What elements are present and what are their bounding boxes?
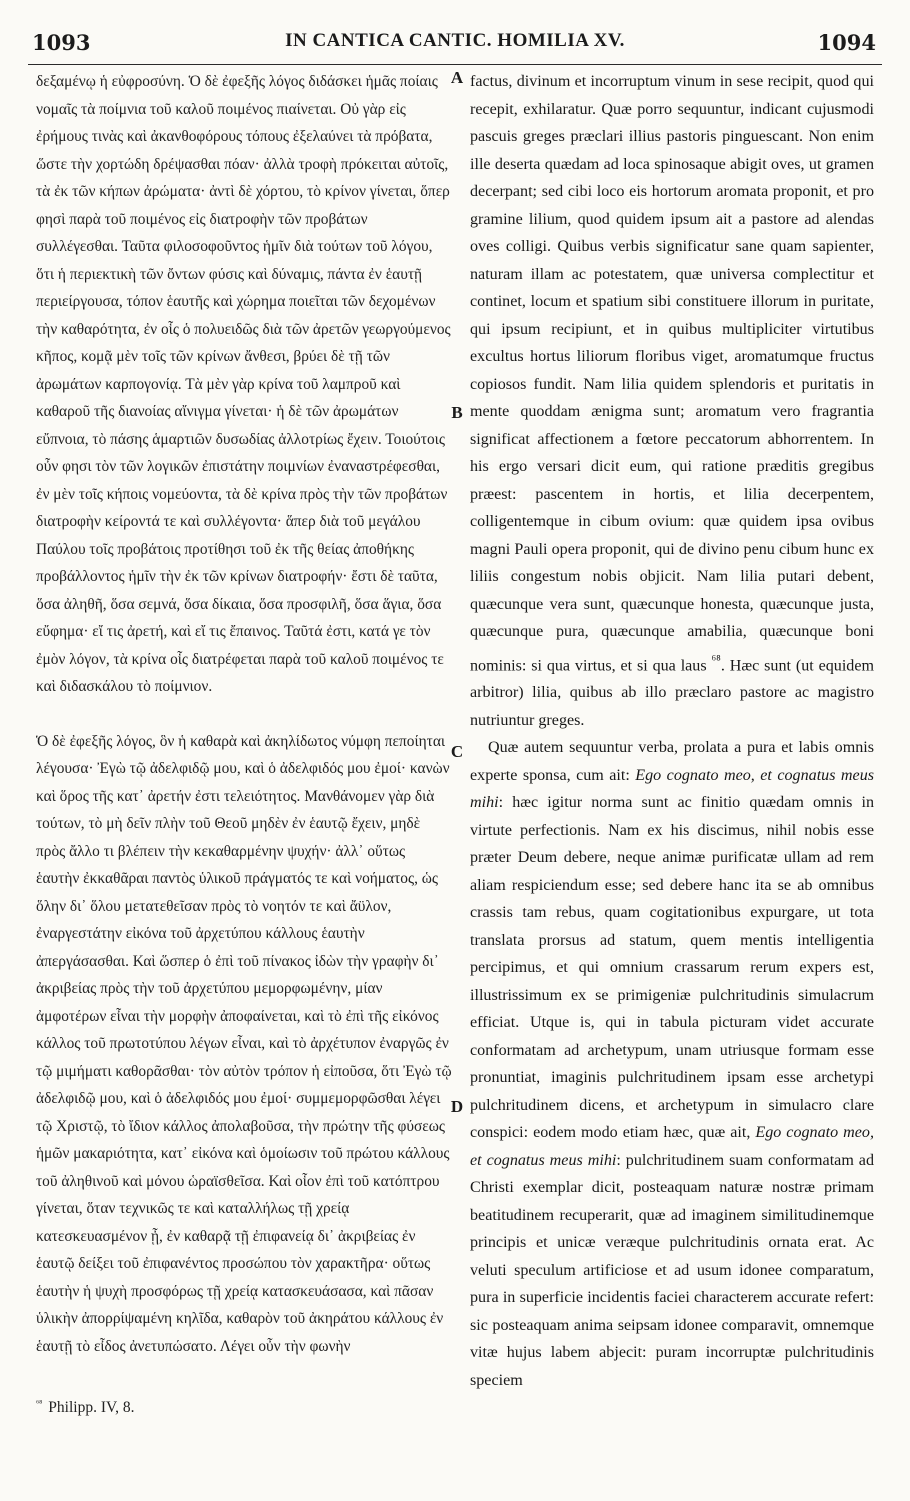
margin-marker-b: B xyxy=(451,403,463,422)
latin-quote-2: Ego cognato meo, et cognatus meus mihi xyxy=(470,1124,875,1169)
footnote-text: Philipp. IV, 8. xyxy=(48,1399,135,1417)
latin-paragraph-1 xyxy=(470,68,874,734)
footnote-mark: ⁶⁸ xyxy=(36,1398,43,1408)
latin-paragraph-2-b: : hæc igitur norma sunt ac finitio quædam omnis in virtute perfectionis. Nam ex his discimus, nihil nobis esse præter Deum debere, neque animæ purificatæ ullam ad rem aliam respiciendum esse; sed debere hanc ita se ab omnibus crassis tam rebus, quam cogitationibus expurgare, ut tota translata prorsus ad statum, quem mentis intelligentia percipimus, et qui omnium crassarum rerum expers est, illustrissimum ex se primigeniæ pulchritudinis simulacrum efficiat. Utque is, qui in tabula picturam videt accurate conformatam ad archetypum, unam utriusque formam esse pronuntiat, imaginis pulchritudinem ipsam esse archetypi pulchritudinem dicens, et archetypum in simulacro clare conspici: eodem modo etiam hæc, quæ ait, xyxy=(470,794,874,1142)
greek-paragraph-1: δεξαμένῳ ἡ εὐφροσύνη. Ὁ δὲ ἐφεξῆς λόγος διδάσκει ἡμᾶς ποίαις νομαῖς τὰ ποίμνια τοῦ καλοῦ ποιμένος πιαίνεται. Οὐ γὰρ εἰς ἐρήμους τινὰς καὶ ἀκανθοφόρους τόπους ἐξελαύνει τὰ πρόβατα, ὥστε τὴν χορτώδη δρέψασθαι πόαν· ἀλλὰ τροφὴ πρόκειται αὐτοῖς, τὰ ἐκ τῶν κήπων ἀρώματα· ἀντὶ δὲ χόρτου, τὸ κρίνον γίνεται, ὅπερ φησὶ παρὰ τοῦ ποιμένος εἰς διατροφὴν τῶν προβάτων συλλέγεσθαι. Ταῦτα φιλοσοφοῦντος ἡμῖν διὰ τούτων τοῦ λόγου, ὅτι ἡ περιεκτικὴ τῶν ὄντων φύσις καὶ δύναμις, πάντα ἐν ἑαυτῇ περιείργουσα, τόπον ἑαυτῆς καὶ χώρημα ποιεῖται τῶν δεχομένων τὴν καθαρότητα, ἐν οἷς ὁ πολυειδῶς διὰ τῶν ἀρετῶν γεωργούμενος κῆπος, κομᾷ μὲν τοῖς τῶν κρίνων ἄνθεσι, βρύει δὲ τῇ τῶν ἀρωμάτων καρπογονίᾳ. Τὰ μὲν γὰρ κρίνα τοῦ λαμπροῦ καὶ καθαροῦ τῆς διανοίας αἴνιγμα γίνεται· ἡ δὲ τῶν ἀρωμάτων εὔπνοια, τὸ πάσης ἁμαρτιῶν δυσωδίας ἀλλοτρίως ἔχειν. Τοιούτοις οὖν φησι τὸν τῶν λογικῶν ἐπιστάτην ποιμνίων ἐναναστρέφεσθαι, ἐν μὲν τοῖς κήποις νομεύοντα, τὰ δὲ κρίνα πρὸς τὴν τῶν προβάτων διατροφὴν κείροντά τε καὶ συλλέγοντα· ἅπερ διὰ τοῦ μεγάλου Παύλου τοῖς προβάτοις προτίθησι τοῦ ἐκ τῆς θείας ἀποθήκης προβάλλοντος ἡμῖν τὴν ἐκ τῶν κρίνων διατροφήν· ἔστι δὲ ταῦτα, ὅσα ἀληθῆ, ὅσα σεμνά, ὅσα δίκαια, ὅσα προσφιλῆ, ὅσα ἅγια, ὅσα εὔφημα· εἴ τις ἀρετή, καὶ εἴ τις ἔπαινος. Ταῦτά ἐστι, κατά γε τὸν ἐμὸν λόγον, τὰ κρίνα οἷς διατρέφεται παρὰ τοῦ καλοῦ ποιμένος τε καὶ διδασκάλου τὸ ποίμνιον. xyxy=(36,73,451,695)
page-header xyxy=(28,26,882,65)
latin-paragraph-1-end: . Hæc sunt (ut equidem arbitror) lilia, quibus ab illo præclaro pastore ac magistro nutriuntur greges. xyxy=(470,656,874,729)
margin-marker-a: A xyxy=(450,68,464,87)
latin-footnote-ref: ⁶⁸ xyxy=(711,651,721,667)
latin-quote-1: Ego cognato meo, et cognatus meus mihi xyxy=(470,766,875,812)
greek-column xyxy=(36,68,452,1422)
latin-paragraph-2-a: Quæ autem sequuntur verba, prolata a pura et labis omnis experte sponsa, cum ait: xyxy=(470,739,874,784)
latin-paragraph-1-text: factus, divinum et incorruptum vinum in sese recipit, quod qui recepit, exhilaratur. Quæ porro sequuntur, indicant cujusmodi pascuis greges præclari illius pastoris pinguescant. Non enim ille deserta quædam ad loca spinosaque abigit oves, ut gramen decerpant; sed cibi loco eis hortorum aromata proponit, et pro gramine lilium, quod quidem ipsum ait a pastore ad alendas oves colligi. Quibus verbis significatur sane quam sapienter, naturam illam ac potestatem, quæ universa complectitur et continet, locum et spatium sibi constituere illorum in puritate, qui ipsum recipiunt, et in quibus multipliciter virtutibus excultus hortus liliorum floribus viget, aromatumque fructus copiosos fundit. Nam lilia quidem splendoris et puritatis in mente quoddam ænigma sunt; aromatum vero fragrantia significat affectionem a fœtore peccatorum abhorrentem. In his ergo versari dicit eum, qui ratione præditis gregibus præest: pascentem in hortis, et lilia decerpentem, colligentemque in cibum ovium: quæ quidem ipsa ovibus magni Pauli opera proponit, qui de divino penu cibum hunc ex liliis congestum nobis objicit. Nam lilia putari debent, quæcunque vera sunt, quæcunque honesta, quæcunque justa, quæcunque pura, quæcunque amabilia, quæcunque boni nominis: si qua virtus, et si qua laus xyxy=(470,73,874,674)
greek-paragraph-2: Ὁ δὲ ἐφεξῆς λόγος, ὃν ἡ καθαρὰ καὶ ἀκηλίδωτος νύμφη πεποίηται λέγουσα· Ἐγὼ τῷ ἀδελφιδῷ μου, καὶ ὁ ἀδελφιδός μου ἐμοί· κανὼν καὶ ὅρος τῆς κατ᾽ ἀρετήν ἐστι τελειότητος. Μανθάνομεν γὰρ διὰ τούτων, τὸ μὴ δεῖν πλὴν τοῦ Θεοῦ μηδὲν ἐν ἑαυτῷ ἔχειν, μηδὲ πρὸς ἄλλο τι βλέπειν τὴν κεκαθαρμένην ψυχήν· ἀλλ᾽ οὕτως ἑαυτὴν ἐκκαθᾶραι παντὸς ὑλικοῦ πράγματός τε καὶ νοήματος, ὡς ὅλην δι᾽ ὅλου μετατεθεῖσαν πρὸς τὸ νοητόν τε καὶ ἄϋλον, ἐναργεστάτην εἰκόνα τοῦ ἀρχετύπου κάλλους ἑαυτὴν ἀπεργάσασθαι. Καὶ ὥσπερ ὁ ἐπὶ τοῦ πίνακος ἰδὼν τὴν γραφὴν δι᾽ ἀκριβείας πρὸς τὴν τοῦ ἀρχετύπου μεμορφωμένην, μίαν ἀμφοτέρων εἶναι τὴν μορφὴν ἀποφαίνεται, καὶ τὸ ἐπὶ τῆς εἰκόνος κάλλος τοῦ πρωτοτύπου λέγων εἶναι, καὶ τὸ ἀρχέτυπον ἐναργῶς ἐν τῷ μιμήματι καθορᾶσθαι· τὸν αὐτὸν τρόπον ἡ εἰποῦσα, ὅτι Ἐγὼ τῷ ἀδελφιδῷ μου, καὶ ὁ ἀδελφιδός μου ἐμοί· συμμεμορφῶσθαι λέγει τῷ Χριστῷ, τὸ ἴδιον κάλλος ἀπολαβοῦσα, τὴν πρώτην τῆς φύσεως ἡμῶν μακαριότητα, κατ᾽ εἰκόνα καὶ ὁμοίωσιν τοῦ πρώτου κάλλους τοῦ ἀληθινοῦ καὶ μόνου ὡραϊσθεῖσα. Καὶ οἷον ἐπὶ τοῦ κατόπτρου γίνεται, ὅταν τεχνικῶς τε καὶ καταλλήλως τῇ χρείᾳ κατεσκευασμένον ᾖ, ἐν καθαρᾷ τῇ ἐπιφανείᾳ δι᾽ ἀκριβείας ἐν ἑαυτῷ δείξει τοῦ ἐπιφανέντος προσώπου τὸν χαρακτῆρα· οὕτως ἑαυτὴν ἡ ψυχὴ προσφόρως τῇ χρείᾳ κατασκευάσασα, καὶ πᾶσαν ὑλικὴν ἀπορρίψαμένη κηλῖδα, καθαρὸν τοῦ ἀκηράτου κάλλους ἐν ἑαυτῇ τὸ εἶδος ἀνετυπώσατο. Λέγει οὖν τὴν φωνὴν xyxy=(36,732,452,1355)
latin-paragraph-2-c: : pulchritudinem suam conformatam ad Christi exemplar dicit, posteaquam naturæ nostræ primam beatitudinem recuperarit, quæ ad imaginem similitudinemque principis et unicæ veræque pulchritudinis ornata erat. Ac veluti speculum artificiose et ad usum idonee comparatum, pura in superficie incidentis faciei characterem accurate refert: sic posteaquam anima seipsam idonee comparavit, omnemque vitæ hujus labem abjecit: puram incorruptæ pulchritudinis speciem xyxy=(470,1151,875,1389)
latin-column xyxy=(470,68,874,1394)
left-page-number: 1093 xyxy=(32,30,91,55)
footnote xyxy=(36,1390,452,1422)
margin-marker-c: C xyxy=(450,742,464,761)
margin-marker-d: D xyxy=(450,1097,464,1116)
right-page-number: 1094 xyxy=(817,30,876,55)
latin-paragraph-2 xyxy=(470,734,874,1394)
running-title: IN CANTICA CANTIC. HOMILIA XV. xyxy=(285,30,625,51)
